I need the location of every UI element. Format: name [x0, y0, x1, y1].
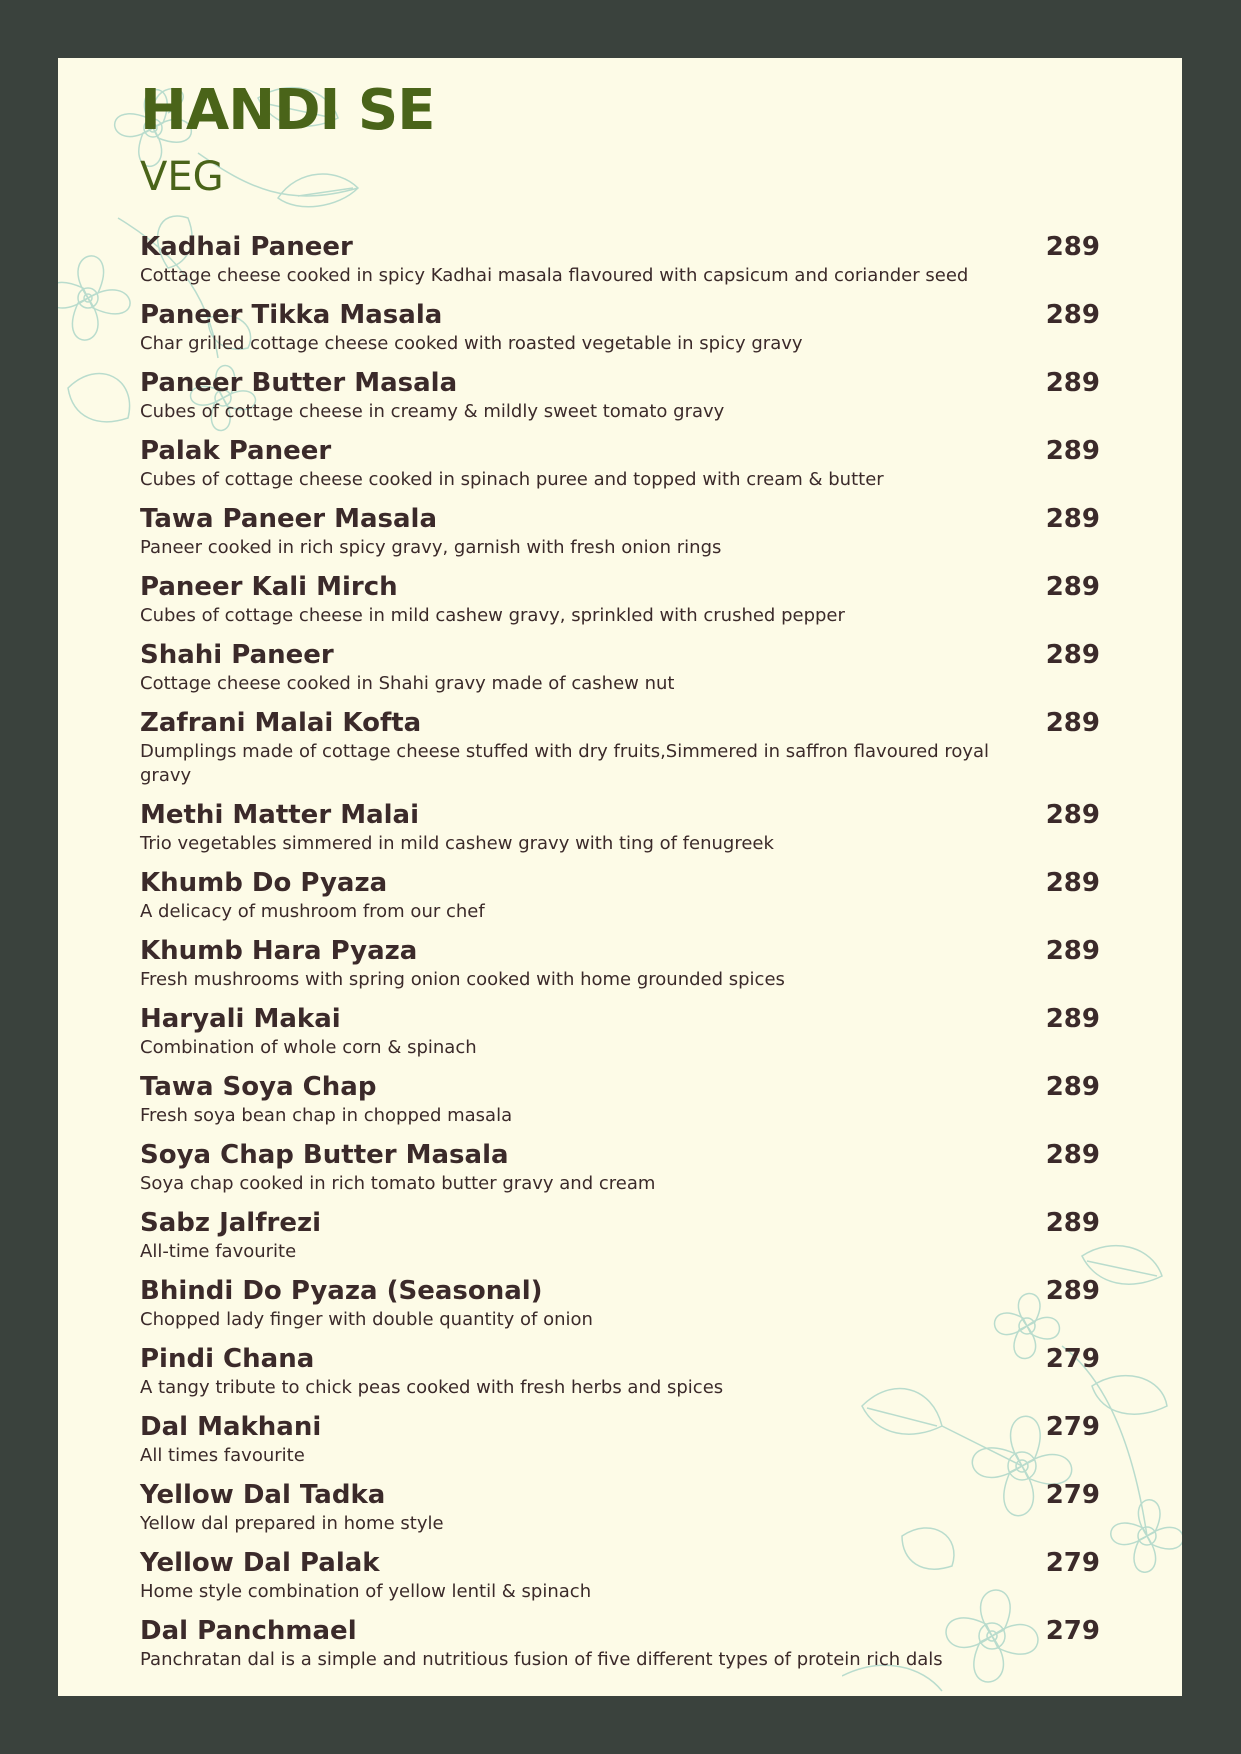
item-name: Shahi Paneer [140, 640, 334, 670]
item-price: 289 [1045, 504, 1100, 534]
item-name: Tawa Soya Chap [140, 1072, 377, 1102]
item-price: 279 [1045, 1616, 1100, 1646]
menu-item [140, 1546, 1100, 1604]
item-description: Trio vegetables simmered in mild cashew gravy with ting of fenugreek [140, 833, 774, 854]
item-name: Methi Matter Malai [140, 800, 419, 830]
item-name: Paneer Tikka Masala [140, 300, 443, 330]
menu-item-list [140, 230, 1100, 1672]
item-name: Khumb Do Pyaza [140, 868, 388, 898]
item-price: 289 [1045, 868, 1100, 898]
item-description: Paneer cooked in rich spicy gravy, garnish with fresh onion rings [140, 537, 722, 558]
menu-item [140, 230, 1100, 288]
item-price: 279 [1045, 1548, 1100, 1578]
menu-item [140, 1614, 1100, 1672]
item-description: Home style combination of yellow lentil & spinach [140, 1581, 592, 1602]
menu-item [140, 366, 1100, 424]
item-price: 289 [1045, 436, 1100, 466]
item-description: Fresh mushrooms with spring onion cooked with home grounded spices [140, 969, 785, 990]
item-description: Combination of whole corn & spinach [140, 1037, 477, 1058]
item-name: Paneer Kali Mirch [140, 572, 398, 602]
menu-item [140, 1342, 1100, 1400]
item-price: 289 [1045, 1276, 1100, 1306]
item-description: Char grilled cottage cheese cooked with roasted vegetable in spicy gravy [140, 333, 803, 354]
menu-item [140, 298, 1100, 356]
item-price: 289 [1045, 1004, 1100, 1034]
item-description: Chopped lady finger with double quantity of onion [140, 1309, 593, 1330]
item-description: Cubes of cottage cheese in creamy & mildly sweet tomato gravy [140, 401, 725, 422]
item-name: Bhindi Do Pyaza (Seasonal) [140, 1276, 543, 1306]
item-description: Cubes of cottage cheese cooked in spinach puree and topped with cream & butter [140, 469, 884, 490]
menu-item [140, 570, 1100, 628]
menu-item [140, 706, 1100, 788]
item-name: Haryali Makai [140, 1004, 341, 1034]
item-name: Kadhai Paneer [140, 232, 353, 262]
item-description: All times favourite [140, 1445, 305, 1466]
menu-item [140, 1410, 1100, 1468]
menu-subtitle: VEG [140, 154, 224, 200]
item-price: 289 [1045, 1072, 1100, 1102]
item-description: Cottage cheese cooked in Shahi gravy made of cashew nut [140, 673, 675, 694]
menu-item [140, 934, 1100, 992]
item-price: 289 [1045, 936, 1100, 966]
item-name: Yellow Dal Palak [140, 1548, 380, 1578]
item-name: Sabz Jalfrezi [140, 1208, 322, 1238]
menu-item [140, 638, 1100, 696]
menu-item [140, 1138, 1100, 1196]
item-price: 289 [1045, 232, 1100, 262]
menu-page [58, 58, 1182, 1696]
menu-item [140, 502, 1100, 560]
item-description: A tangy tribute to chick peas cooked with fresh herbs and spices [140, 1377, 724, 1398]
item-name: Dal Panchmael [140, 1616, 357, 1646]
item-price: 289 [1045, 300, 1100, 330]
item-name: Paneer Butter Masala [140, 368, 458, 398]
item-price: 289 [1045, 1208, 1100, 1238]
item-price: 279 [1045, 1344, 1100, 1374]
item-name: Pindi Chana [140, 1344, 315, 1374]
item-price: 279 [1045, 1480, 1100, 1510]
item-description: Yellow dal prepared in home style [140, 1513, 444, 1534]
menu-title: HANDI SE [140, 78, 435, 143]
item-price: 289 [1045, 572, 1100, 602]
menu-item [140, 798, 1100, 856]
item-description: Panchratan dal is a simple and nutritious fusion of five different types of protein rich dals [140, 1649, 943, 1670]
item-description: All-time favourite [140, 1241, 297, 1262]
menu-item [140, 1478, 1100, 1536]
item-name: Tawa Paneer Masala [140, 504, 437, 534]
item-name: Palak Paneer [140, 436, 332, 466]
item-description: Cubes of cottage cheese in mild cashew gravy, sprinkled with crushed pepper [140, 605, 845, 626]
item-description: Fresh soya bean chap in chopped masala [140, 1105, 513, 1126]
item-price: 289 [1045, 1140, 1100, 1170]
item-name: Soya Chap Butter Masala [140, 1140, 509, 1170]
item-name: Yellow Dal Tadka [140, 1480, 386, 1510]
item-price: 289 [1045, 800, 1100, 830]
menu-item [140, 1070, 1100, 1128]
menu-item [140, 1274, 1100, 1332]
item-description: Soya chap cooked in rich tomato butter gravy and cream [140, 1173, 656, 1194]
item-name: Khumb Hara Pyaza [140, 936, 418, 966]
menu-item [140, 866, 1100, 924]
menu-item [140, 1002, 1100, 1060]
item-price: 289 [1045, 708, 1100, 738]
item-description: Dumplings made of cottage cheese stuffed with dry fruits,Simmered in saffron flavoured royal gravy [140, 741, 990, 786]
item-price: 279 [1045, 1412, 1100, 1442]
item-price: 289 [1045, 368, 1100, 398]
item-price: 289 [1045, 640, 1100, 670]
item-description: A delicacy of mushroom from our chef [140, 901, 485, 922]
item-name: Dal Makhani [140, 1412, 322, 1442]
item-name: Zafrani Malai Kofta [140, 708, 422, 738]
menu-item [140, 434, 1100, 492]
menu-item [140, 1206, 1100, 1264]
item-description: Cottage cheese cooked in spicy Kadhai masala flavoured with capsicum and coriander seed [140, 265, 969, 286]
